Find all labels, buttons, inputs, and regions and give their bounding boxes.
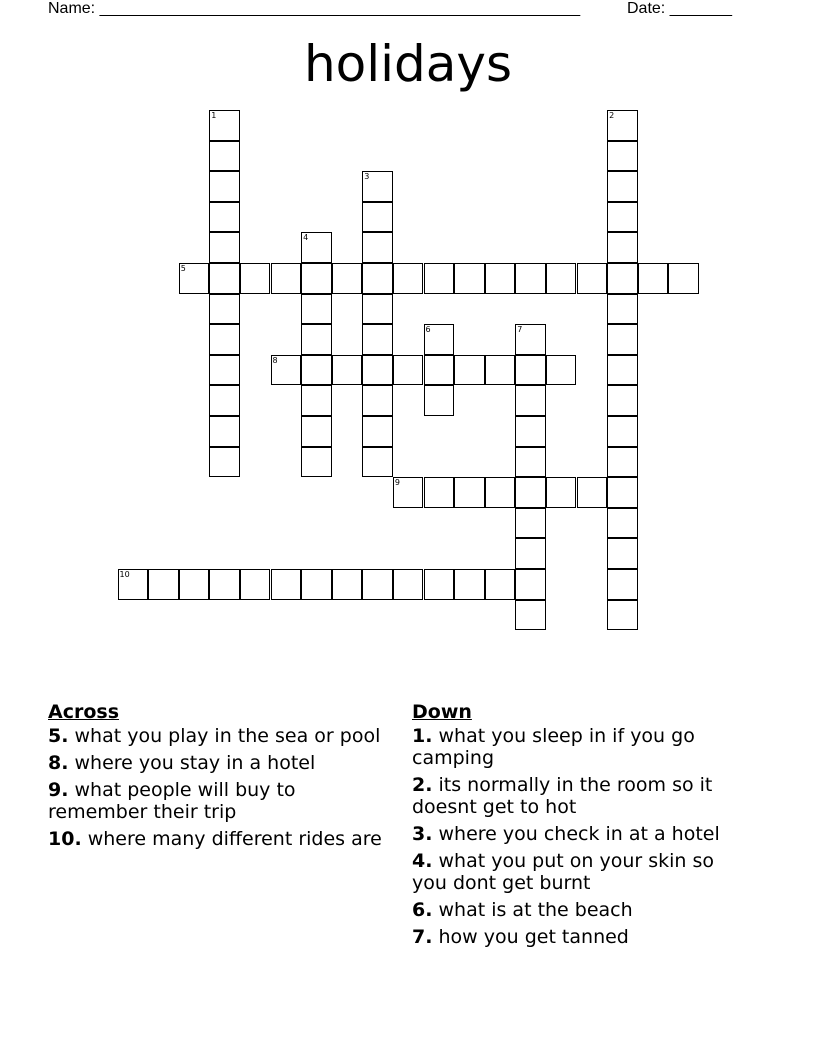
clue-text: where you stay in a hotel	[74, 752, 316, 774]
clue-number: 8	[272, 355, 278, 365]
clue-text: what you put on your skin so you dont get burnt	[412, 850, 715, 894]
across-heading: Across	[48, 701, 120, 723]
grid-cell[interactable]	[424, 477, 455, 508]
grid-cell[interactable]	[607, 263, 638, 294]
grid-cell[interactable]	[179, 263, 210, 294]
clue-text: its normally in the room so it doesnt get to hot	[412, 774, 713, 818]
grid-cell[interactable]	[515, 385, 546, 416]
grid-cell[interactable]	[607, 294, 638, 325]
down-clue	[412, 774, 752, 818]
clue-number: 9	[394, 478, 400, 488]
grid-cell[interactable]	[515, 477, 546, 508]
grid-cell[interactable]	[301, 263, 332, 294]
across-clue	[48, 828, 388, 850]
down-heading: Down	[412, 701, 472, 723]
grid-cell[interactable]	[393, 477, 424, 508]
grid-cell[interactable]	[607, 171, 638, 202]
date-field[interactable]: Date: _______	[627, 0, 732, 17]
grid-cell[interactable]	[271, 355, 302, 386]
grid-cell[interactable]	[607, 141, 638, 172]
clue-number: 9.	[48, 779, 69, 801]
grid-cell[interactable]	[393, 569, 424, 600]
grid-cell[interactable]	[240, 569, 271, 600]
clue-text: what people will buy to remember their trip	[48, 779, 296, 823]
grid-cell[interactable]	[515, 569, 546, 600]
grid-cell[interactable]	[179, 569, 210, 600]
grid-cell[interactable]	[607, 600, 638, 631]
grid-cell[interactable]	[515, 263, 546, 294]
grid-cell[interactable]	[301, 447, 332, 478]
grid-cell[interactable]	[209, 324, 240, 355]
grid-cell[interactable]	[240, 263, 271, 294]
grid-cell[interactable]	[607, 447, 638, 478]
grid-cell[interactable]	[454, 569, 485, 600]
clue-number: 7.	[412, 926, 433, 948]
grid-cell[interactable]	[271, 263, 302, 294]
grid-cell[interactable]	[362, 447, 393, 478]
grid-cell[interactable]	[362, 385, 393, 416]
down-clue	[412, 850, 752, 894]
grid-cell[interactable]	[515, 355, 546, 386]
grid-cell[interactable]	[515, 538, 546, 569]
header	[0, 0, 816, 24]
down-clue	[412, 823, 752, 845]
clue-number: 8.	[48, 752, 69, 774]
grid-cell[interactable]	[301, 232, 332, 263]
grid-cell[interactable]	[301, 324, 332, 355]
grid-cell[interactable]	[515, 416, 546, 447]
clue-text: where you check in at a hotel	[438, 823, 720, 845]
down-clue	[412, 725, 752, 769]
grid-cell[interactable]	[515, 324, 546, 355]
grid-cell[interactable]	[209, 202, 240, 233]
grid-cell[interactable]	[118, 569, 149, 600]
clue-text: what you sleep in if you go camping	[412, 725, 695, 769]
clue-number: 10	[119, 570, 130, 579]
grid-cell[interactable]	[607, 508, 638, 539]
grid-cell[interactable]	[209, 294, 240, 325]
clue-number: 6	[425, 325, 431, 335]
clue-number: 2.	[412, 774, 433, 796]
grid-cell[interactable]	[546, 355, 577, 386]
grid-cell[interactable]	[209, 569, 240, 600]
grid-cell[interactable]	[209, 416, 240, 447]
clue-number: 7	[517, 325, 523, 335]
grid-cell[interactable]	[393, 355, 424, 386]
grid-cell[interactable]	[148, 569, 179, 600]
grid-cell[interactable]	[301, 416, 332, 447]
grid-cell[interactable]	[424, 355, 455, 386]
clue-number: 4	[303, 233, 309, 243]
clue-text: what you play in the sea or pool	[74, 725, 381, 747]
grid-cell[interactable]	[454, 263, 485, 294]
clue-number: 4.	[412, 850, 433, 872]
clue-text: how you get tanned	[438, 926, 629, 948]
grid-cell[interactable]	[668, 263, 699, 294]
clue-number: 2	[609, 111, 615, 120]
clue-text: where many different rides are	[87, 828, 382, 850]
down-clues	[412, 701, 752, 953]
grid-cell[interactable]	[485, 263, 516, 294]
grid-cell[interactable]	[209, 447, 240, 478]
clue-number: 3.	[412, 823, 433, 845]
down-clue-list	[412, 725, 752, 948]
clue-number: 6.	[412, 899, 433, 921]
grid-cell[interactable]	[515, 447, 546, 478]
grid-cell[interactable]	[393, 263, 424, 294]
grid-cell[interactable]	[607, 355, 638, 386]
grid-cell[interactable]	[209, 355, 240, 386]
grid-cell[interactable]	[209, 110, 240, 141]
grid-cell[interactable]	[332, 569, 363, 600]
grid-cell[interactable]	[362, 324, 393, 355]
clue-number: 3	[364, 172, 370, 182]
grid-cell[interactable]	[607, 477, 638, 508]
across-clues	[48, 701, 388, 855]
grid-cell[interactable]	[424, 324, 455, 355]
grid-cell[interactable]	[577, 477, 608, 508]
grid-cell[interactable]	[209, 141, 240, 172]
grid-cell[interactable]	[607, 110, 638, 141]
grid-cell[interactable]	[485, 355, 516, 386]
across-clue	[48, 725, 388, 747]
grid-cell[interactable]	[607, 538, 638, 569]
grid-cell[interactable]	[271, 569, 302, 600]
grid-cell[interactable]	[424, 263, 455, 294]
grid-cell[interactable]	[209, 171, 240, 202]
grid-cell[interactable]	[607, 202, 638, 233]
name-field[interactable]: Name: ______________________________________________________	[48, 0, 581, 17]
grid-cell[interactable]	[209, 263, 240, 294]
grid-cell[interactable]	[301, 355, 332, 386]
clue-number: 5	[180, 264, 186, 273]
grid-cell[interactable]	[301, 385, 332, 416]
grid-cell[interactable]	[332, 263, 363, 294]
down-clue	[412, 899, 752, 921]
grid-cell[interactable]	[362, 569, 393, 600]
grid-cell[interactable]	[577, 263, 608, 294]
grid-cell[interactable]	[515, 600, 546, 631]
grid-cell[interactable]	[454, 477, 485, 508]
grid-cell[interactable]	[362, 263, 393, 294]
across-clue-list	[48, 725, 388, 850]
grid-cell[interactable]	[546, 477, 577, 508]
clue-number: 1	[211, 111, 217, 120]
grid-cell[interactable]	[607, 324, 638, 355]
grid-cell[interactable]	[301, 569, 332, 600]
grid-cell[interactable]	[485, 569, 516, 600]
grid-cell[interactable]	[362, 232, 393, 263]
grid-cell[interactable]	[362, 355, 393, 386]
grid-cell[interactable]	[424, 569, 455, 600]
grid-cell[interactable]	[209, 385, 240, 416]
grid-cell[interactable]	[607, 385, 638, 416]
grid-cell[interactable]	[607, 416, 638, 447]
clue-number: 10.	[48, 828, 82, 850]
grid-cell[interactable]	[209, 232, 240, 263]
grid-cell[interactable]	[424, 385, 455, 416]
grid-cell[interactable]	[362, 171, 393, 202]
grid-cell[interactable]	[332, 355, 363, 386]
grid-cell[interactable]	[454, 355, 485, 386]
grid-cell[interactable]	[607, 232, 638, 263]
grid-cell[interactable]	[485, 477, 516, 508]
down-clue	[412, 926, 752, 948]
grid-cell[interactable]	[638, 263, 669, 294]
grid-cell[interactable]	[546, 263, 577, 294]
grid-cell[interactable]	[515, 508, 546, 539]
puzzle-title: holidays	[303, 35, 513, 93]
across-clue	[48, 779, 388, 823]
grid-cell[interactable]	[362, 294, 393, 325]
grid-cell[interactable]	[301, 294, 332, 325]
clue-number: 5.	[48, 725, 69, 747]
clue-text: what is at the beach	[438, 899, 633, 921]
grid-cell[interactable]	[362, 202, 393, 233]
grid-cell[interactable]	[362, 416, 393, 447]
clue-number: 1.	[412, 725, 433, 747]
across-clue	[48, 752, 388, 774]
grid-cell[interactable]	[607, 569, 638, 600]
